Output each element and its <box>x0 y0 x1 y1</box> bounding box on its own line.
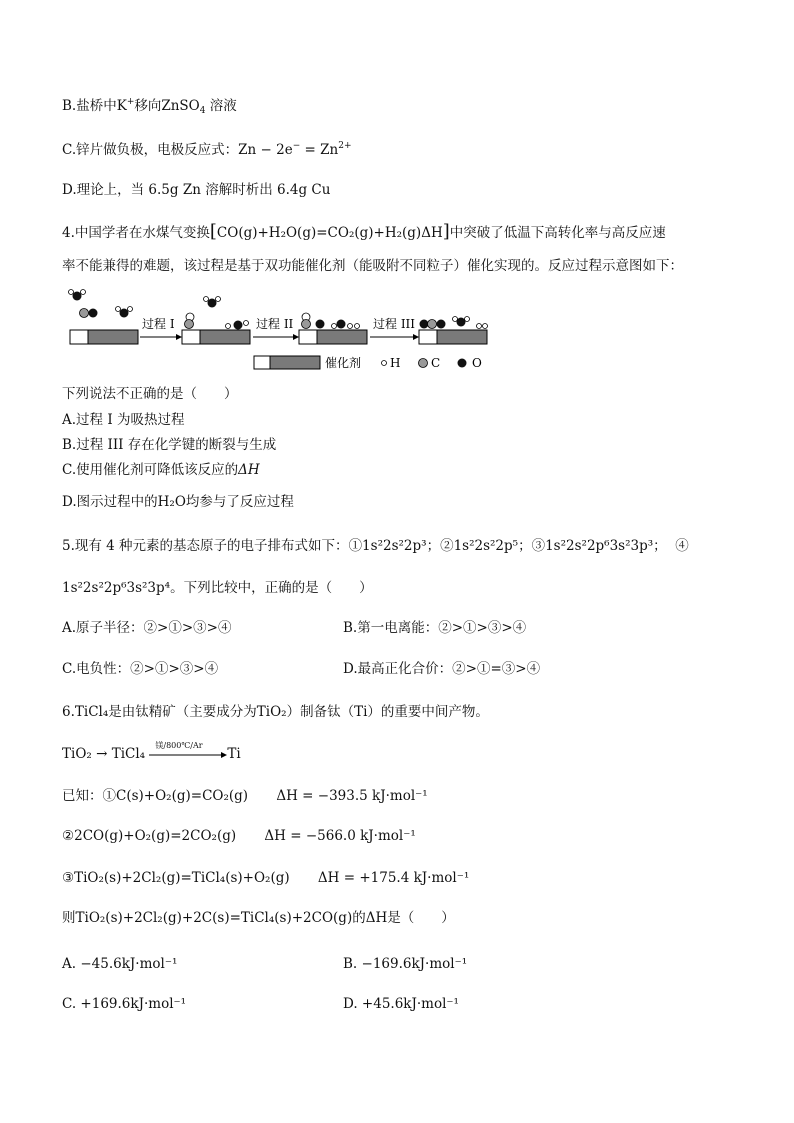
q6-ask-equation: TiO₂(s)+2Cl₂(g)+2C(s)=TiCl₄(s)+2CO(g) <box>75 910 353 926</box>
q6-route-left: TiO₂ → TiCl₄ <box>62 746 146 762</box>
q3-option-d: D.理论上，当 6.5g Zn 溶解时析出 6.4g Cu <box>62 182 331 198</box>
arrow-step-3-label: 过程 III <box>373 317 416 331</box>
q5-stem-suffix: 。下列比较中，正确的是（ ） <box>170 580 373 596</box>
q3-option-c <box>62 140 352 160</box>
q5-config-3: ③1s²2s²2p⁶3s²3p³ <box>531 538 654 554</box>
q3-b-salt-sub: 4 <box>199 106 206 116</box>
q3-b-salt: ZnSO <box>161 98 200 114</box>
q6-ask <box>62 908 455 928</box>
molecules-stage-3 <box>302 313 360 329</box>
q6-eq1: ①C(s)+O₂(g)=CO₂(g) <box>102 788 249 804</box>
q5-option-d: D.最高正化合价：②>①=③>④ <box>343 661 541 677</box>
q5-stem-line2 <box>62 578 373 598</box>
molecules-stage-2 <box>185 297 249 330</box>
q3-b-mid: 移向 <box>134 98 162 114</box>
q5-option-c: C.电负性：②>①>③>④ <box>62 661 219 677</box>
q6-option-c: C. +169.6kJ·mol⁻¹ <box>62 996 187 1012</box>
q6-ask-prefix: 则 <box>62 910 76 926</box>
q6-route-condition: 镁/800℃/Ar <box>155 741 203 750</box>
q6-eq2: ②2CO(g)+O₂(g)=2CO₂(g) <box>62 828 237 844</box>
arrow-step-2 <box>253 316 299 340</box>
q5-option-b: B.第一电离能：②>①>③>④ <box>343 620 527 636</box>
q4-d-symbol: H₂O <box>157 494 186 510</box>
q4-c-prefix: C.使用催化剂可降低该反应的 <box>62 462 239 478</box>
q6-eq2-line <box>62 826 416 846</box>
q4-question: 下列说法不正确的是（ ） <box>62 386 238 402</box>
q4-option-c <box>62 460 260 480</box>
arrow-step-2-label: 过程 II <box>256 317 294 331</box>
q3-c-eq-charge: 2+ <box>338 141 352 151</box>
q3-b-ion-charge: + <box>126 97 135 107</box>
q5-option-a: A.原子半径：②>①>③>④ <box>62 620 232 636</box>
q6-stem-suffix: ）的重要中间产物。 <box>367 704 489 720</box>
q3-option-b <box>62 96 237 116</box>
arrow-step-3 <box>370 316 419 340</box>
q6-stem-mid: 是由钛精矿（主要成分为 <box>108 704 257 720</box>
q6-option-b: B. −169.6kJ·mol⁻¹ <box>343 956 468 972</box>
q6-eq1-dh: ΔH = −393.5 kJ·mol⁻¹ <box>276 788 428 804</box>
q6-known-label: 已知： <box>62 788 103 804</box>
arrow-step-1-label: 过程 I <box>142 317 175 331</box>
q6-eq3-dh: ΔH = +175.4 kJ·mol⁻¹ <box>317 870 470 886</box>
arrow-step-1 <box>140 316 182 340</box>
q5-config-4: 1s²2s²2p⁶3s²3p⁴ <box>62 580 171 596</box>
q5-stem-line1: 5.现有 4 种元素的基态原子的电子排布式如下：①1s²2s²2p³；②1s²2s²2p⁵；③1s²2s²2p⁶3s²3p³； ④ <box>62 538 689 554</box>
q6-eq1-line <box>62 786 428 806</box>
q3-b-ion: K <box>116 98 127 114</box>
q4-c-symbol: ΔH <box>238 462 260 478</box>
legend-o-label: O <box>472 356 482 370</box>
catalyst-bar-2 <box>182 330 250 344</box>
q6-option-a: A. −45.6kJ·mol⁻¹ <box>62 956 178 972</box>
q6-route <box>62 741 241 764</box>
q6-stem-ticl4: TiCl₄ <box>74 704 109 720</box>
q4-stem-prefix: 4.中国学者在水煤气变换 <box>62 225 210 241</box>
molecules-stage-4 <box>420 317 488 329</box>
q6-stem <box>62 702 489 722</box>
q5-config-2: ②1s²2s²2p⁵ <box>440 538 519 554</box>
catalyst-bar-1 <box>70 330 138 344</box>
q6-stem-prefix: 6. <box>62 704 75 720</box>
q3-c-eq-left: Zn − 2e <box>238 142 293 158</box>
q3-c-e-charge: − <box>292 141 301 151</box>
molecules-stage-1 <box>69 290 133 318</box>
q6-stem-ti: Ti <box>354 704 368 720</box>
q4-reaction-diagram <box>62 286 502 376</box>
q6-stem-tio2: TiO₂ <box>256 704 287 720</box>
q6-eq3-line <box>62 868 469 888</box>
q5-config-4-mark: ④ <box>675 538 689 554</box>
q5-config-1: ①1s²2s²2p³ <box>348 538 427 554</box>
catalyst-bar-3 <box>299 330 367 344</box>
q4-d-suffix: 均参与了反应过程 <box>185 494 294 510</box>
q4-stem-line2: 率不能兼得的难题，该过程是基于双功能催化剂（能吸附不同粒子）催化实现的。反应过程示意图如下： <box>62 258 683 274</box>
q4-stem-line1: 4.中国学者在水煤气变换[CO(g)+H₂O(g)=CO₂(g)+H₂(g)ΔH]中突破了低温下高转化率与高反应速 <box>62 221 666 242</box>
diagram-legend <box>254 355 482 370</box>
q6-ask-suffix: 的ΔH是（ ） <box>352 910 455 926</box>
q6-eq3: ③TiO₂(s)+2Cl₂(g)=TiCl₄(s)+O₂(g) <box>62 870 290 886</box>
q4-stem-equation: CO(g)+H₂O(g)=CO₂(g)+H₂(g)ΔH <box>216 225 443 241</box>
legend-h-label: H <box>390 356 401 370</box>
q6-route-arrow <box>149 741 227 764</box>
q3-c-prefix: C.锌片做负极，电极反应式： <box>62 142 239 158</box>
q6-option-d: D. +45.6kJ·mol⁻¹ <box>343 996 459 1012</box>
q4-d-prefix: D.图示过程中的 <box>62 494 158 510</box>
q6-eq2-dh: ΔH = −566.0 kJ·mol⁻¹ <box>264 828 416 844</box>
legend-catalyst-label: 催化剂 <box>325 356 362 370</box>
q3-c-eq-mid: = Zn <box>300 142 339 158</box>
catalyst-bar-4 <box>419 330 487 344</box>
legend-c-label: C <box>431 356 441 370</box>
q4-option-b: B.过程 III 存在化学键的断裂与生成 <box>62 437 277 453</box>
q4-option-d <box>62 492 294 512</box>
q4-stem-suffix: 中突破了低温下高转化率与高反应速 <box>449 225 666 241</box>
q6-stem-mid2: ）制备钛（ <box>286 704 355 720</box>
q4-option-a: A.过程 I 为吸热过程 <box>62 412 185 428</box>
q6-route-right: Ti <box>227 746 241 762</box>
q3-b-prefix: B.盐桥中 <box>62 98 117 114</box>
q5-stem-prefix: 5.现有 4 种元素的基态原子的电子排布式如下： <box>62 538 349 554</box>
q3-b-suffix: 溶液 <box>209 98 237 114</box>
